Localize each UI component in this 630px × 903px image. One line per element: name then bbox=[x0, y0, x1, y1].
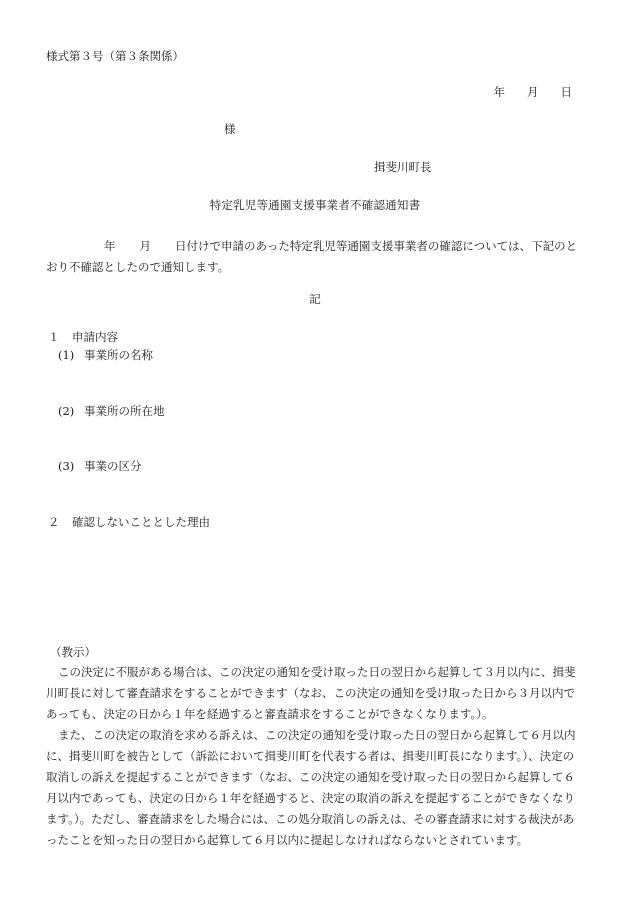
item1-number: (1) bbox=[58, 348, 75, 362]
recipient-suffix: 様 bbox=[224, 122, 236, 136]
body-year: 年 bbox=[104, 239, 116, 253]
date-day: 日 bbox=[560, 85, 572, 99]
section-rejection-reason bbox=[48, 517, 210, 529]
section2-number: ２ bbox=[48, 515, 60, 529]
item2-number: (2) bbox=[58, 404, 75, 418]
sender-name: 揖斐川町長 bbox=[374, 160, 432, 174]
item2-label: 事業所の所在地 bbox=[84, 404, 165, 418]
item-facility-name bbox=[58, 350, 153, 362]
form-number: 様式第３号（第３条関係） bbox=[46, 49, 184, 63]
date-year: 年 bbox=[493, 85, 505, 99]
body-text: 日付けで申請のあった特定乳児等通園支援事業者の確認については、下記のとおり不確認としたので通知します。 bbox=[46, 239, 578, 274]
section-application-content bbox=[48, 332, 118, 344]
notice-heading: （教示） bbox=[50, 645, 96, 659]
body-paragraph bbox=[46, 236, 584, 278]
notice-paragraph-appeal: この決定に不服がある場合は、この決定の通知を受け取った日の翌日から起算して３月以内に、揖斐川町長に対して審査請求をすることができます（なお、この決定の通知を受け取った日から３月以内であっても、決定の日から１年を経過すると審査請求をすることができなくなります。）。 bbox=[46, 665, 576, 721]
section1-number: １ bbox=[48, 330, 60, 344]
item-business-category bbox=[58, 461, 142, 473]
item3-label: 事業の区分 bbox=[84, 459, 142, 473]
document-title: 特定乳児等通園支援事業者不確認通知書 bbox=[209, 198, 421, 212]
date-month: 月 bbox=[527, 85, 539, 99]
item3-number: (3) bbox=[58, 459, 75, 473]
ki-heading: 記 bbox=[309, 292, 321, 306]
item1-label: 事業所の名称 bbox=[84, 348, 153, 362]
date-line bbox=[494, 87, 573, 99]
section1-label: 申請内容 bbox=[72, 330, 118, 344]
body-month: 月 bbox=[139, 239, 151, 253]
item-facility-address bbox=[58, 406, 165, 418]
section2-label: 確認しないこととした理由 bbox=[72, 515, 210, 529]
notice-paragraph-lawsuit: また、この決定の取消を求める訴えは、この決定の通知を受け取った日の翌日から起算して６月以内に、揖斐川町を被告として（訴訟において揖斐川町を代表する者は、揖斐川町長になります。）、決定の取消しの訴えを提起することができます（なお、この決定の通知を受け取った日の翌日から起算して６月以内であっても、決定の日から１年を経過すると、決定の取消の訴えを提起することができなくなります。）。ただし、審査請求をした場合には、この処分取消しの訴えは、その審査請求に対する裁決があったことを知った日の翌日から起算して６月以内に提起しなければならないとされています。 bbox=[46, 728, 576, 847]
